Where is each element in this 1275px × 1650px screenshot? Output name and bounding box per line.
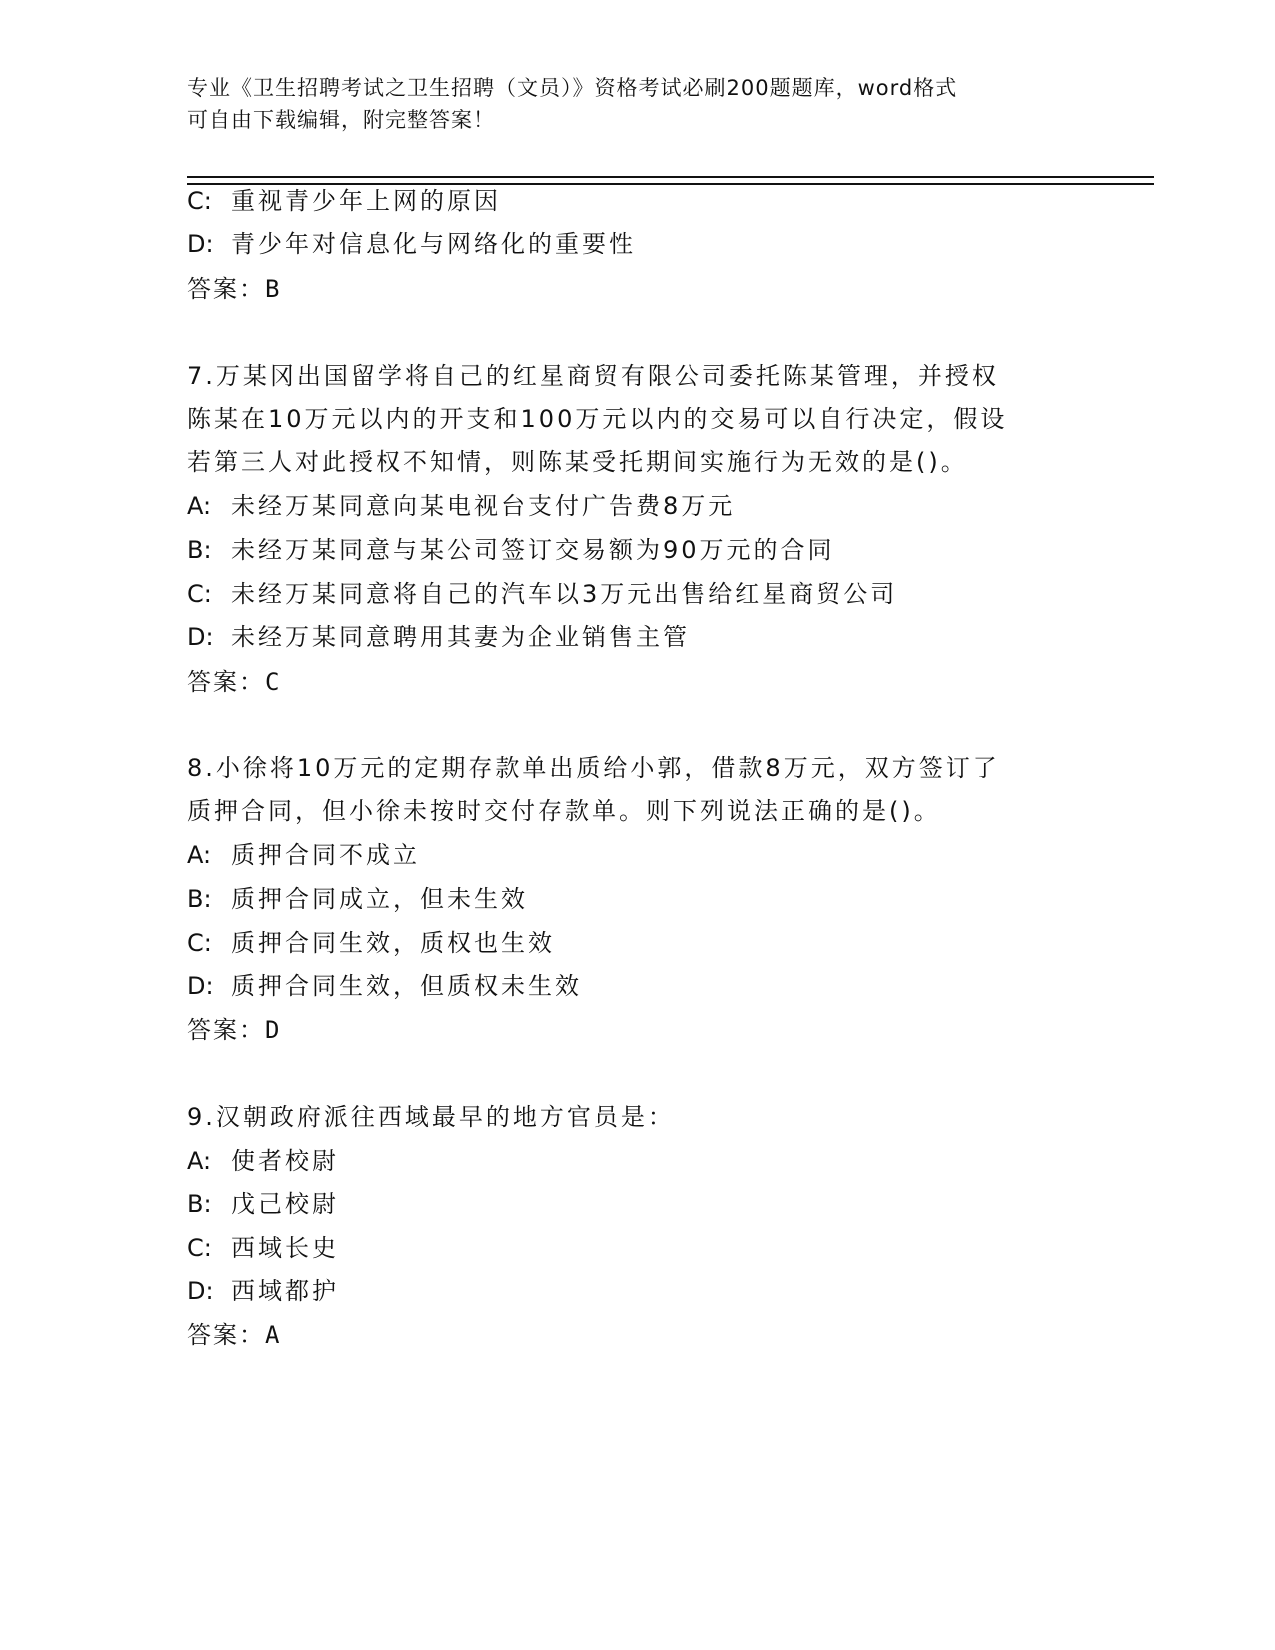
question-7-stem-line-3: 若第三人对此授权不知情，则陈某受托期间实施行为无效的是()。 [187, 448, 968, 476]
answer-value: D [265, 1016, 280, 1044]
header-divider-bottom [187, 183, 1154, 185]
answer-line [187, 274, 279, 304]
question-9-option-d [187, 1276, 339, 1306]
option-letter: C: [187, 929, 212, 957]
answer-label: 答案： [187, 668, 265, 696]
option-d [187, 229, 636, 259]
option-letter: B: [187, 536, 212, 564]
option-text: 使者校尉 [231, 1147, 339, 1175]
option-letter: C: [187, 580, 212, 608]
answer-value: A [265, 1321, 280, 1349]
option-letter: B: [187, 885, 212, 913]
question-8-answer [187, 1015, 279, 1045]
document-header [187, 72, 1087, 136]
option-text: 重视青少年上网的原因 [231, 187, 501, 215]
question-8-option-b [187, 884, 528, 914]
option-text: 西域长史 [231, 1234, 339, 1262]
answer-label: 答案： [187, 1321, 265, 1349]
question-8-option-a [187, 840, 420, 870]
option-letter: D: [187, 230, 214, 258]
question-8-option-d [187, 971, 582, 1001]
question-7-answer [187, 667, 279, 697]
question-8-stem-line-2: 质押合同，但小徐未按时交付存款单。则下列说法正确的是()。 [187, 797, 941, 825]
option-letter: A: [187, 1147, 212, 1175]
option-letter: D: [187, 972, 214, 1000]
answer-value: C [265, 668, 280, 696]
option-text: 未经万某同意与某公司签订交易额为90万元的合同 [231, 536, 835, 564]
answer-label: 答案： [187, 1016, 265, 1044]
option-text: 未经万某同意聘用其妻为企业销售主管 [231, 623, 690, 651]
option-c [187, 186, 501, 216]
question-8-option-c [187, 928, 555, 958]
option-letter: C: [187, 187, 212, 215]
question-7-option-a [187, 491, 735, 521]
option-letter: B: [187, 1190, 212, 1218]
header-line-1: 专业《卫生招聘考试之卫生招聘（文员）》资格考试必刷200题题库，word格式 [187, 76, 958, 100]
option-text: 质押合同不成立 [231, 841, 420, 869]
option-letter: D: [187, 1277, 214, 1305]
question-7-stem-line-1: 7.万某冈出国留学将自己的红星商贸有限公司委托陈某管理，并授权 [187, 362, 999, 390]
answer-value: B [265, 275, 280, 303]
question-7-option-d [187, 622, 690, 652]
question-9-option-a [187, 1146, 339, 1176]
option-text: 质押合同生效，质权也生效 [231, 929, 555, 957]
question-9-stem-line-1: 9.汉朝政府派往西域最早的地方官员是： [187, 1103, 675, 1131]
option-text: 质押合同生效，但质权未生效 [231, 972, 582, 1000]
option-letter: C: [187, 1234, 212, 1262]
question-9-option-b [187, 1189, 339, 1219]
option-text: 未经万某同意将自己的汽车以3万元出售给红星商贸公司 [231, 580, 898, 608]
question-7-option-b [187, 535, 835, 565]
answer-label: 答案： [187, 275, 265, 303]
header-divider-top [187, 176, 1154, 178]
option-letter: D: [187, 623, 214, 651]
option-text: 戊己校尉 [231, 1190, 339, 1218]
question-7-option-c [187, 579, 897, 609]
option-text: 青少年对信息化与网络化的重要性 [231, 230, 636, 258]
option-letter: A: [187, 492, 212, 520]
header-line-2: 可自由下载编辑，附完整答案！ [187, 108, 495, 132]
question-9-answer [187, 1320, 279, 1350]
option-text: 质押合同成立，但未生效 [231, 885, 528, 913]
question-7-stem-line-2: 陈某在10万元以内的开支和100万元以内的交易可以自行决定，假设 [187, 405, 1008, 433]
option-text: 西域都护 [231, 1277, 339, 1305]
question-8-stem-line-1: 8.小徐将10万元的定期存款单出质给小郭，借款8万元，双方签订了 [187, 754, 1000, 782]
option-text: 未经万某同意向某电视台支付广告费8万元 [231, 492, 736, 520]
question-9-option-c [187, 1233, 339, 1263]
option-letter: A: [187, 841, 212, 869]
